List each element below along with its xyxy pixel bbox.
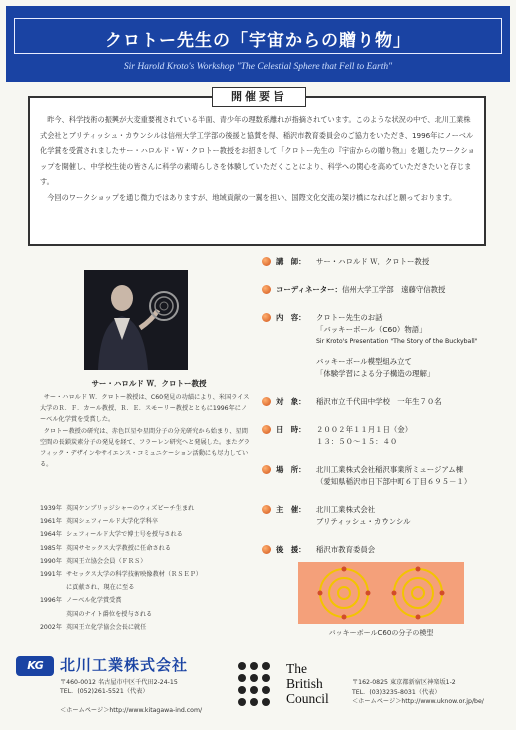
buckyball-illustration [298, 562, 464, 624]
detail-value [316, 424, 502, 448]
detail-line: 稲沢市教育委員会 [316, 545, 376, 554]
detail-line: Sir Kroto's Presentation "The Story of the Buckyball" [316, 338, 478, 345]
timeline-text: ノーベル化学賞受賞 [66, 597, 122, 605]
detail-gap [316, 348, 502, 356]
detail-label: 対 象： [276, 397, 306, 406]
purpose-body [40, 112, 476, 205]
timeline-row [40, 568, 250, 581]
kitagawa-logo: KG [16, 656, 54, 676]
purpose-paragraph: 今回のワークショップを通じ微力ではありますが、地域貢献の一翼を担い、国際文化交流の架け橋になればと願っております。 [47, 192, 457, 202]
detail-label: 場 所： [276, 465, 306, 474]
bc-word: British [286, 676, 323, 691]
timeline-text: シェフィールド大学で博士号を授与される [66, 531, 183, 539]
detail-line: 北川工業株式会社稲沢事業所ミュージアム棟 [316, 465, 464, 474]
bullet-icon [262, 465, 271, 474]
detail-line: 北川工業株式会社 [316, 505, 376, 514]
detail-line: 「体験学習による分子構造の理解」 [316, 369, 435, 378]
timeline-text: 英国王立化学協会会長に就任 [66, 623, 147, 631]
detail-value [316, 396, 502, 408]
bullet-icon [262, 285, 271, 294]
title-frame [14, 18, 502, 54]
page-title: クロトー先生の「宇宙からの贈り物」 [105, 31, 411, 51]
detail-label: 後 援： [276, 545, 306, 554]
address-line: 〒460-0012 名古屋市中区千代田2-24-15 [60, 679, 178, 686]
bc-word: Council [286, 691, 329, 706]
timeline-year: 1990年 [40, 557, 62, 565]
detail-line: １３：５０～１５：４０ [316, 437, 398, 446]
british-council-name [286, 661, 329, 706]
bc-address-line: TEL．(03)3235-8031（代表） [352, 688, 441, 696]
detail-organizer [262, 504, 502, 528]
timeline-year: 2002年 [40, 623, 62, 631]
professor-photo-illustration [84, 270, 188, 370]
detail-line: ２００２年１１月１日（金） [316, 425, 413, 434]
detail-line: 「バッキーボール（C60）物語」 [316, 325, 427, 334]
timeline-text: サセックス大学の科学技術映像教材（ＲＳＥＰ） [66, 571, 202, 579]
detail-value [316, 544, 502, 556]
detail-text: 信州大学工学部 遠藤守信教授 [341, 285, 446, 294]
detail-value [316, 312, 502, 380]
timeline-text: 英国シェフィールド大学化学科卒 [66, 518, 159, 526]
detail-label: 内 容： [276, 313, 306, 322]
buckyball-caption: バッキーボールC60の分子の模型 [328, 629, 434, 637]
professor-photo [84, 270, 188, 370]
timeline-year: 1996年 [40, 597, 62, 605]
detail-line: バッキーボール模型組み立て [316, 357, 412, 366]
detail-label: 日 時： [276, 425, 306, 434]
bullet-icon [262, 425, 271, 434]
timeline-year: 1939年 [40, 505, 62, 512]
detail-lecturer [262, 256, 502, 268]
bullet-icon [262, 505, 271, 514]
detail-line [276, 284, 502, 296]
photo-caption: サー・ハロルド Ｗ．クロトー教授 [91, 379, 207, 388]
bullet-icon [262, 257, 271, 266]
bc-word: The [286, 661, 307, 676]
timeline-text: に貢献され、現在に至る [66, 584, 135, 592]
detail-value [316, 464, 502, 488]
detail-support [262, 544, 502, 556]
detail-label: 講 師： [276, 257, 306, 266]
company-website: ＜ホームページ＞http://www.kitagawa-ind.com/ [60, 707, 203, 714]
company-address [60, 678, 230, 696]
address-line: TEL．(052)261-5521（代表） [60, 688, 149, 695]
timeline-row [40, 502, 250, 515]
detail-value [316, 256, 502, 268]
bc-address-line: ＜ホームページ＞http://www.uknow.or.jp/be/ [352, 698, 484, 705]
timeline-text: 英国サセックス大学教授に任命される [66, 544, 172, 552]
british-council-address [352, 678, 512, 707]
detail-line: ブリティッシュ・カウンシル [316, 517, 411, 526]
timeline-year: 1964年 [40, 531, 62, 539]
detail-coordinator [262, 284, 502, 296]
bio-paragraph: サー・ハロルド Ｗ．クロトー教授は、C60発見の功績により、米国ライス大学のＲ．Ｆ．カール教授、Ｒ．Ｅ．スモーリー教授とともに1996年にノーベル化学賞を受賞した。 [40, 394, 250, 424]
timeline-row [40, 555, 250, 568]
detail-label: コーディネーター： [276, 285, 342, 294]
timeline-text: 英国のナイト爵位を授与される [66, 610, 153, 618]
timeline-row [40, 515, 250, 528]
detail-content [262, 312, 502, 380]
timeline-year: 1961年 [40, 518, 62, 526]
bullet-icon [262, 313, 271, 322]
purpose-paragraph: 昨今、科学技術の振興が大変重要視されている半面、青少年の理数系離れが指摘されています。このような状況の中で、北川工業株式会社とブリティッシュ・カウンシルは信州大学工学部の後援と協賛を得、稲沢市教育委員会のご協力をいただき、1996年にノーベル化学賞を受賞されましたサー・ハロルド・Ｗ・クロトー教授をお招きして「クロトー先生の『宇宙からの贈り物』」を題したワークショップを開催し、中学校生徒の皆さんに科学の素晴らしさを体験していただくことにより、科学への関心を高めていただきたいと存じます。 [40, 115, 475, 186]
british-council-logo [236, 660, 280, 708]
british-council-dots-icon [236, 660, 280, 708]
detail-value [316, 504, 502, 528]
purpose-box [28, 90, 486, 246]
event-details [262, 256, 502, 572]
header-banner [6, 6, 510, 82]
timeline-row [40, 581, 250, 594]
bio-timeline [40, 502, 250, 634]
bio-paragraph: クロトー教授の研究は、赤色巨星や星間分子の分光研究から始まり、星間空間の長鎖炭素分子の発見を経て、フラーレン研究へと発展した。またグラフィック・デザインやサイエンス・コミュニケーション活動にも尽力している。 [40, 427, 250, 469]
timeline-year: 1985年 [40, 544, 62, 552]
timeline-year [40, 581, 66, 594]
company-name: 北川工業株式会社 [60, 656, 189, 674]
purpose-heading: 開催要旨 [212, 87, 306, 107]
detail-label: 主 催： [276, 505, 306, 514]
detail-line: （愛知県稲沢市日下部中町６丁目６９５－１） [316, 477, 472, 486]
timeline-row [40, 608, 250, 621]
timeline-year [40, 608, 66, 621]
detail-line: サー・ハロルド Ｗ．クロトー教授 [316, 257, 430, 266]
timeline-row [40, 621, 250, 634]
detail-line: クロトー先生のお話 [316, 313, 383, 322]
biography [40, 392, 250, 470]
bc-address-line: 〒162-0825 東京都新宿区神楽坂1-2 [352, 679, 456, 686]
timeline-text: 英国ケンブリッジシャーのウィズビーチ生まれ [66, 505, 195, 512]
detail-datetime [262, 424, 502, 448]
detail-line: 稲沢市立千代田中学校 一年生７０名 [316, 397, 442, 406]
timeline-text: 英国王立協会会員（ＦＲＳ） [66, 557, 147, 565]
page-subtitle: Sir Harold Kroto's Workshop "The Celestial Sphere that Fell to Earth" [123, 62, 393, 72]
timeline-row [40, 594, 250, 607]
detail-audience [262, 396, 502, 408]
timeline-row [40, 528, 250, 541]
buckyball-image [298, 562, 464, 624]
kitagawa-footer [16, 652, 216, 722]
timeline-row [40, 542, 250, 555]
detail-value [276, 284, 502, 296]
detail-venue [262, 464, 502, 488]
bullet-icon [262, 397, 271, 406]
bullet-icon [262, 545, 271, 554]
timeline-year: 1991年 [40, 571, 62, 579]
